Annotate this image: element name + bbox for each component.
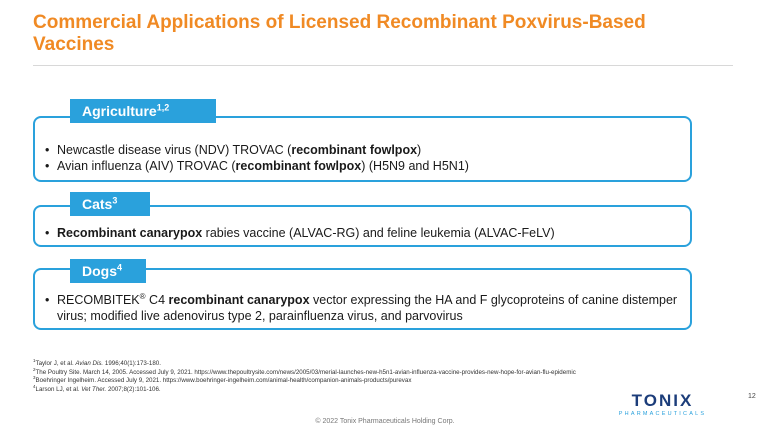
dogs-tab: Dogs$^4$ [70,259,146,283]
agriculture-tab: Agriculture$^{1,2}$ [70,99,216,123]
agriculture-list [35,142,690,174]
reference-item: $^4$Larson LJ, et al. Vet Ther. 2007;8(2):101-106. [33,383,161,393]
reference-item: $^1$Taylor J, et al. Avian Dis. 1996;40(1):173-180. [33,357,161,367]
list-item: • RECOMBITEK® C4 recombinant canarypox vector expressing the HA and F glycoproteins of canine distemper virus; modified live adenovirus type 2, parainfluenza virus, and parvovirus [35,292,690,324]
title-divider [33,65,733,66]
logo-subtitle: PHARMACEUTICALS [618,411,707,417]
copyright: © 2022 Tonix Pharmaceuticals Holding Corp. [315,418,455,425]
list-item: • Avian influenza (AIV) TROVAC (recombinant fowlpox) (H5N9 and H5N1) [35,158,690,174]
dogs-list [35,292,690,324]
page-title: Commercial Applications of Licensed Recombinant Poxvirus-Based Vaccines [33,12,646,55]
cats-list [35,225,690,241]
agriculture-box [33,116,692,182]
reference-item: $^2$The Poultry Site. March 14, 2005. Accessed July 9, 2021. https://www.thepoultrysite.com/news/2005/03/merial-launches-new-h5n1-avian-influenza-vaccine-provides-new-hope-for-avian-flu-epidemic [33,366,576,376]
list-item: • Recombinant canarypox rabies vaccine (ALVAC-RG) and feline leukemia (ALVAC-FeLV) [35,225,690,241]
references [33,357,693,394]
logo-wordmark: TONIX [631,391,694,410]
reference-item: $^3$Boehringer Ingelheim. Accessed July 9, 2021. https://www.boehringer-ingelheim.com/animal-health/companion-animals-products/purevax [33,375,412,385]
page-number: 12 [748,393,756,400]
cats-tab: Cats$^3$ [70,192,150,216]
list-item: • Newcastle disease virus (NDV) TROVAC (recombinant fowlpox) [35,142,690,158]
